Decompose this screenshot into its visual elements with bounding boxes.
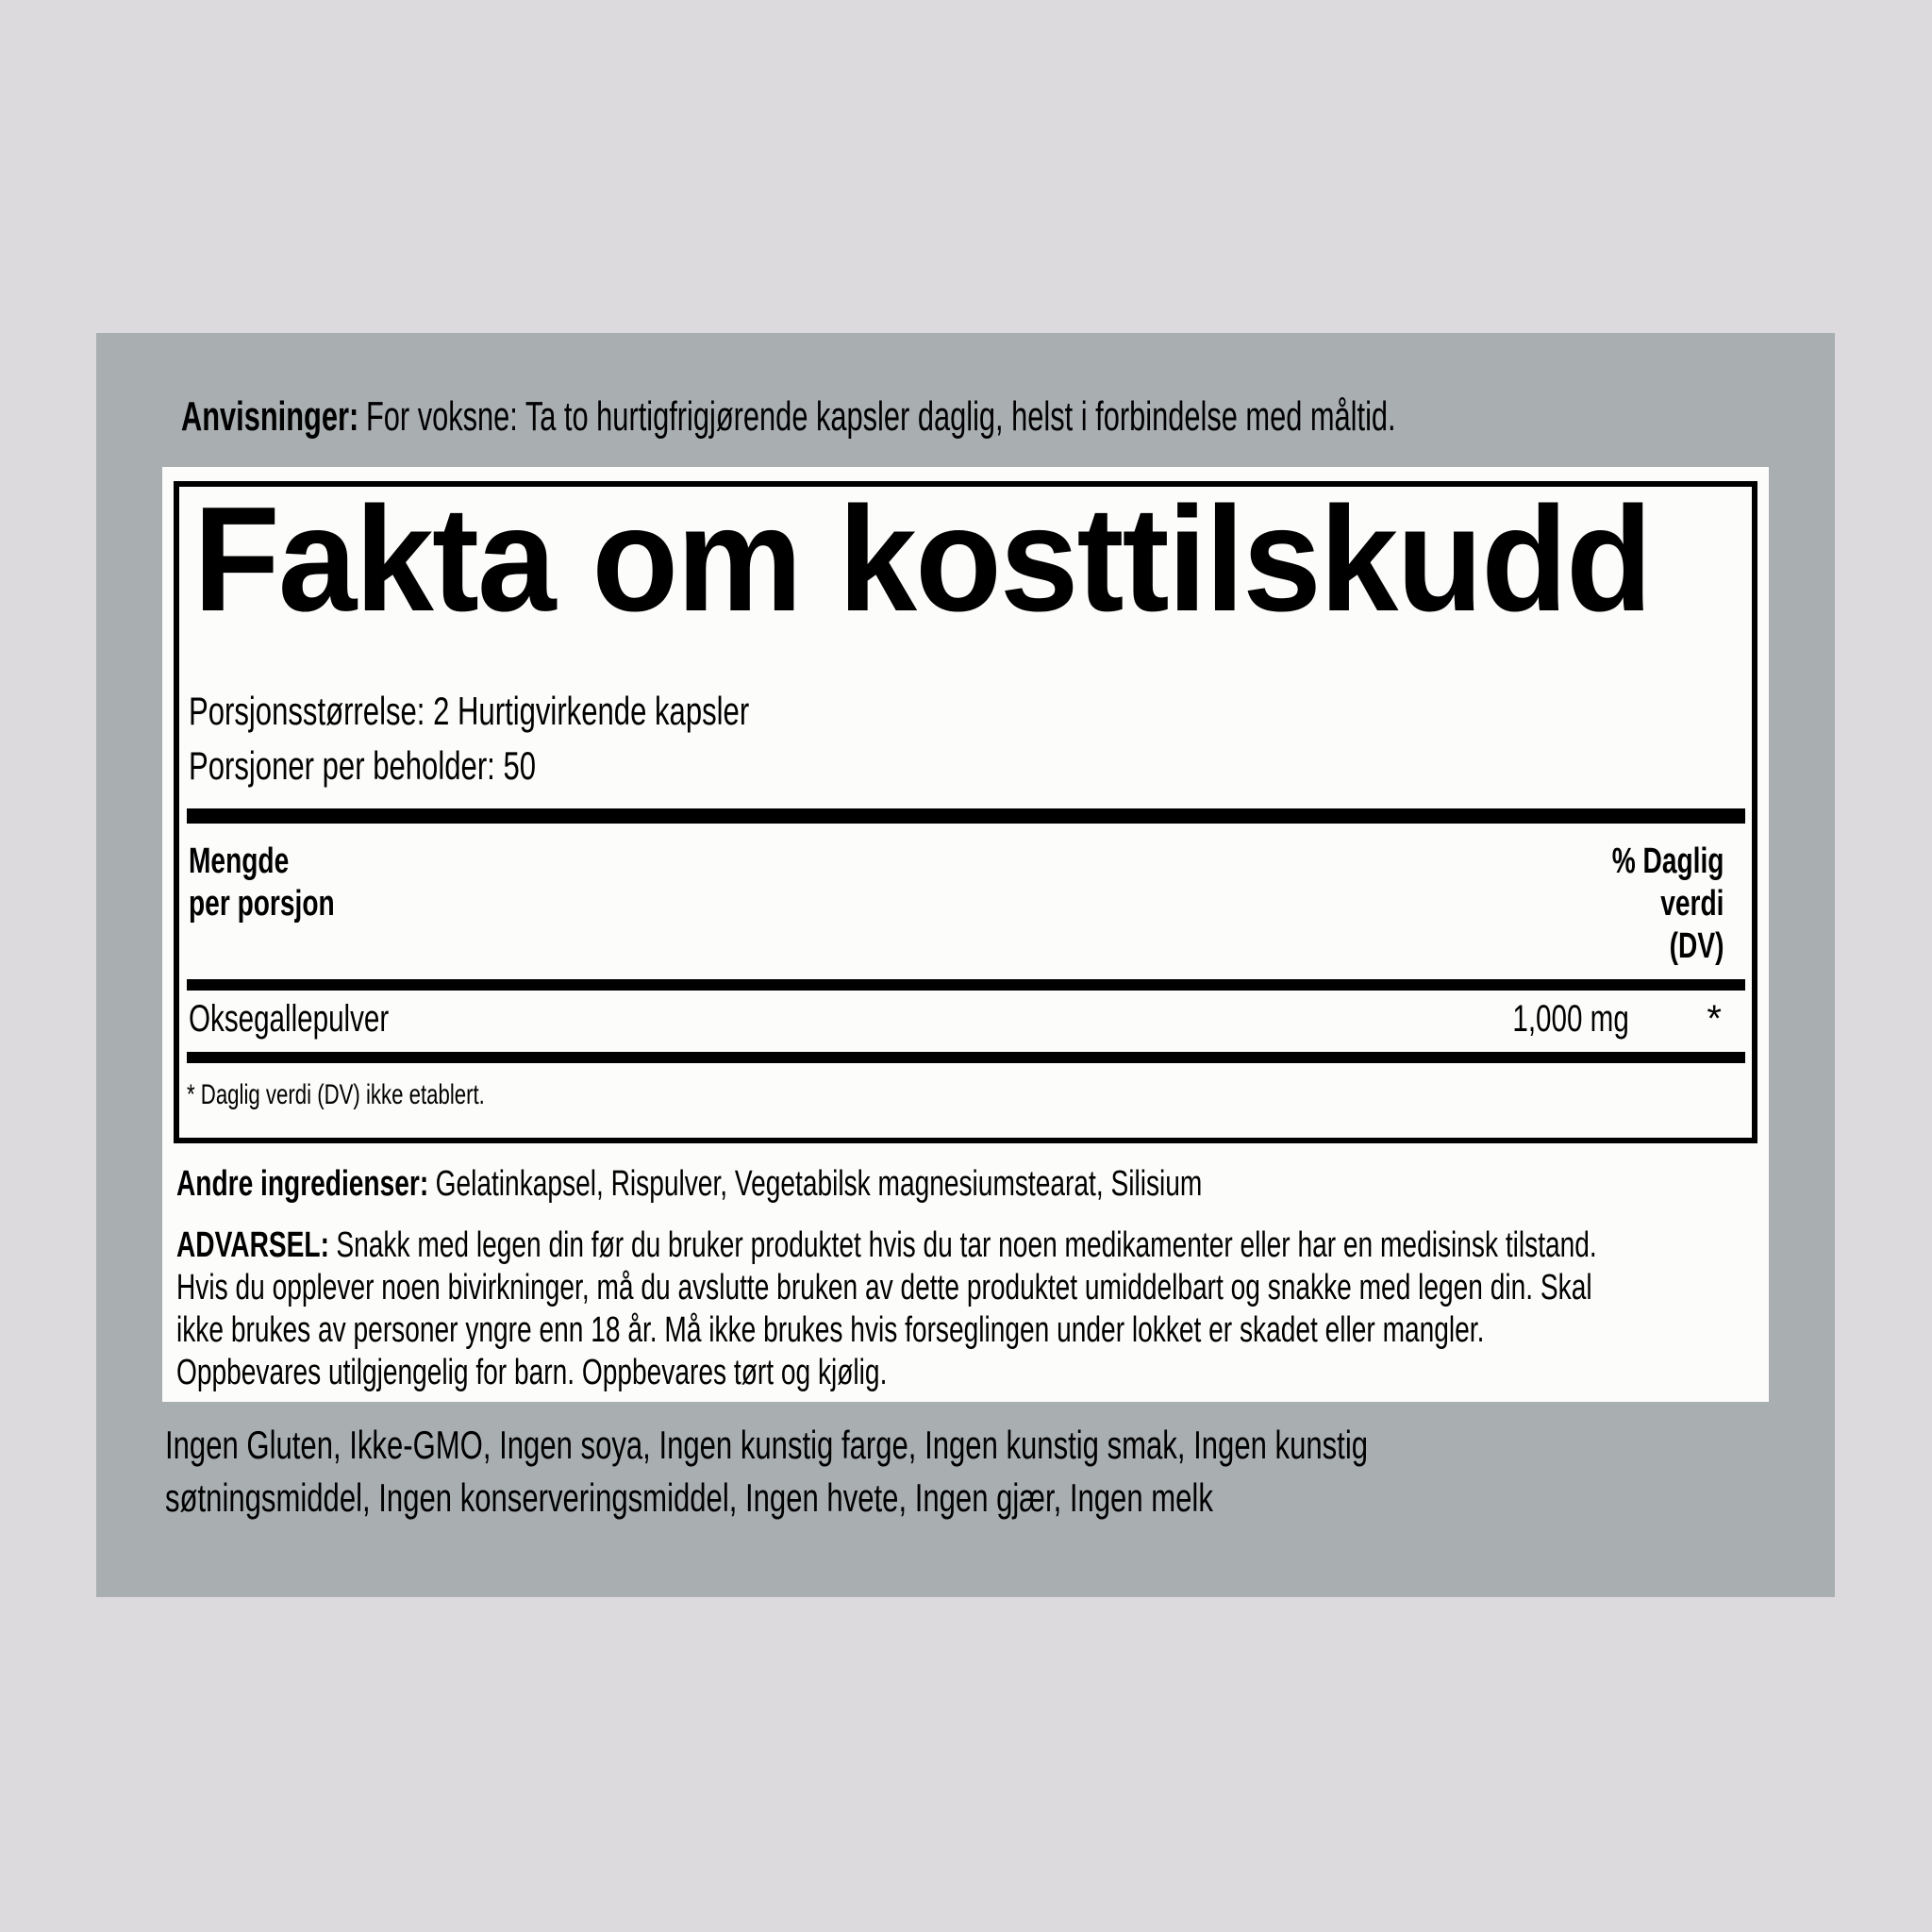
dv-header-line3: (DV) — [1669, 926, 1724, 966]
warning-line-1: ADVARSEL: Snakk med legen din før du bruker produktet hvis du tar noen medikamenter eller har en medisinsk tilstand. — [176, 1225, 1597, 1265]
directions-text: For voksne: Ta to hurtigfrigjørende kapsler daglig, helst i forbindelse med måltid. — [365, 393, 1396, 440]
ingredient-name: Oksegallepulver — [189, 998, 390, 1040]
divider-bar-ingredient — [187, 1052, 1745, 1063]
warning-label: ADVARSEL: — [176, 1225, 329, 1265]
amount-header-line1: Mengde — [189, 841, 290, 881]
divider-bar-header — [187, 979, 1745, 991]
directions-line — [181, 393, 1916, 440]
claims-line-2: søtningsmiddel, Ingen konserveringsmiddel, Ingen hvete, Ingen gjær, Ingen melk — [165, 1475, 1213, 1520]
other-ingredients-label: Andre ingredienser: — [176, 1164, 429, 1204]
servings-per-container-line: Porsjoner per beholder: 50 — [189, 743, 537, 788]
ingredient-row — [189, 1000, 1722, 1038]
label-panel — [96, 333, 1835, 1597]
ingredient-daily-value: * — [1707, 998, 1722, 1040]
ingredient-amount: 1,000 mg — [1512, 998, 1629, 1040]
supplement-facts-box — [174, 476, 1757, 1143]
directions-label: Anvisninger: — [181, 393, 359, 440]
supplement-facts-title: Fakta om kosttilskudd — [193, 476, 1651, 642]
dv-header-line2: verdi — [1659, 884, 1724, 924]
warning-line-4: Oppbevares utilgjengelig for barn. Oppbevares tørt og kjølig. — [176, 1353, 888, 1392]
other-ingredients-line — [176, 1163, 1562, 1206]
divider-bar-thick — [187, 808, 1745, 824]
ingredient-amount-wrap — [1472, 1000, 1629, 1038]
other-ingredients-text: Gelatinkapsel, Rispulver, Vegetabilsk magnesiumstearat, Silisium — [435, 1164, 1203, 1204]
warning-paragraph — [176, 1224, 1932, 1394]
warning-line-3: ikke brukes av personer yngre enn 18 år. Må ikke brukes hvis forseglingen under lokket er skadet eller mangler. — [176, 1310, 1485, 1350]
supplement-facts-panel — [162, 467, 1769, 1402]
amount-per-serving-header — [189, 841, 386, 925]
amount-header-line2: per porsjon — [189, 884, 335, 924]
daily-value-footnote: * Daglig verdi (DV) ikke etablert. — [187, 1079, 485, 1110]
allergen-claims — [165, 1419, 1790, 1524]
claims-line-1: Ingen Gluten, Ikke-GMO, Ingen soya, Ingen kunstig farge, Ingen kunstig smak, Ingen kunstig — [165, 1423, 1369, 1467]
directions-condensed-wrap — [181, 393, 1396, 440]
warning-line-2: Hvis du opplever noen bivirkninger, må du avslutte bruken av dette produktet umiddelbart og snakke med legen din. Skal — [176, 1268, 1592, 1307]
other-ingredients-condensed-wrap — [176, 1163, 1202, 1206]
dv-header-line1: % Daglig — [1611, 841, 1724, 881]
serving-size-line: Porsjonsstørrelse: 2 Hurtigvirkende kapsler — [189, 689, 750, 733]
daily-value-header — [1573, 841, 1724, 968]
